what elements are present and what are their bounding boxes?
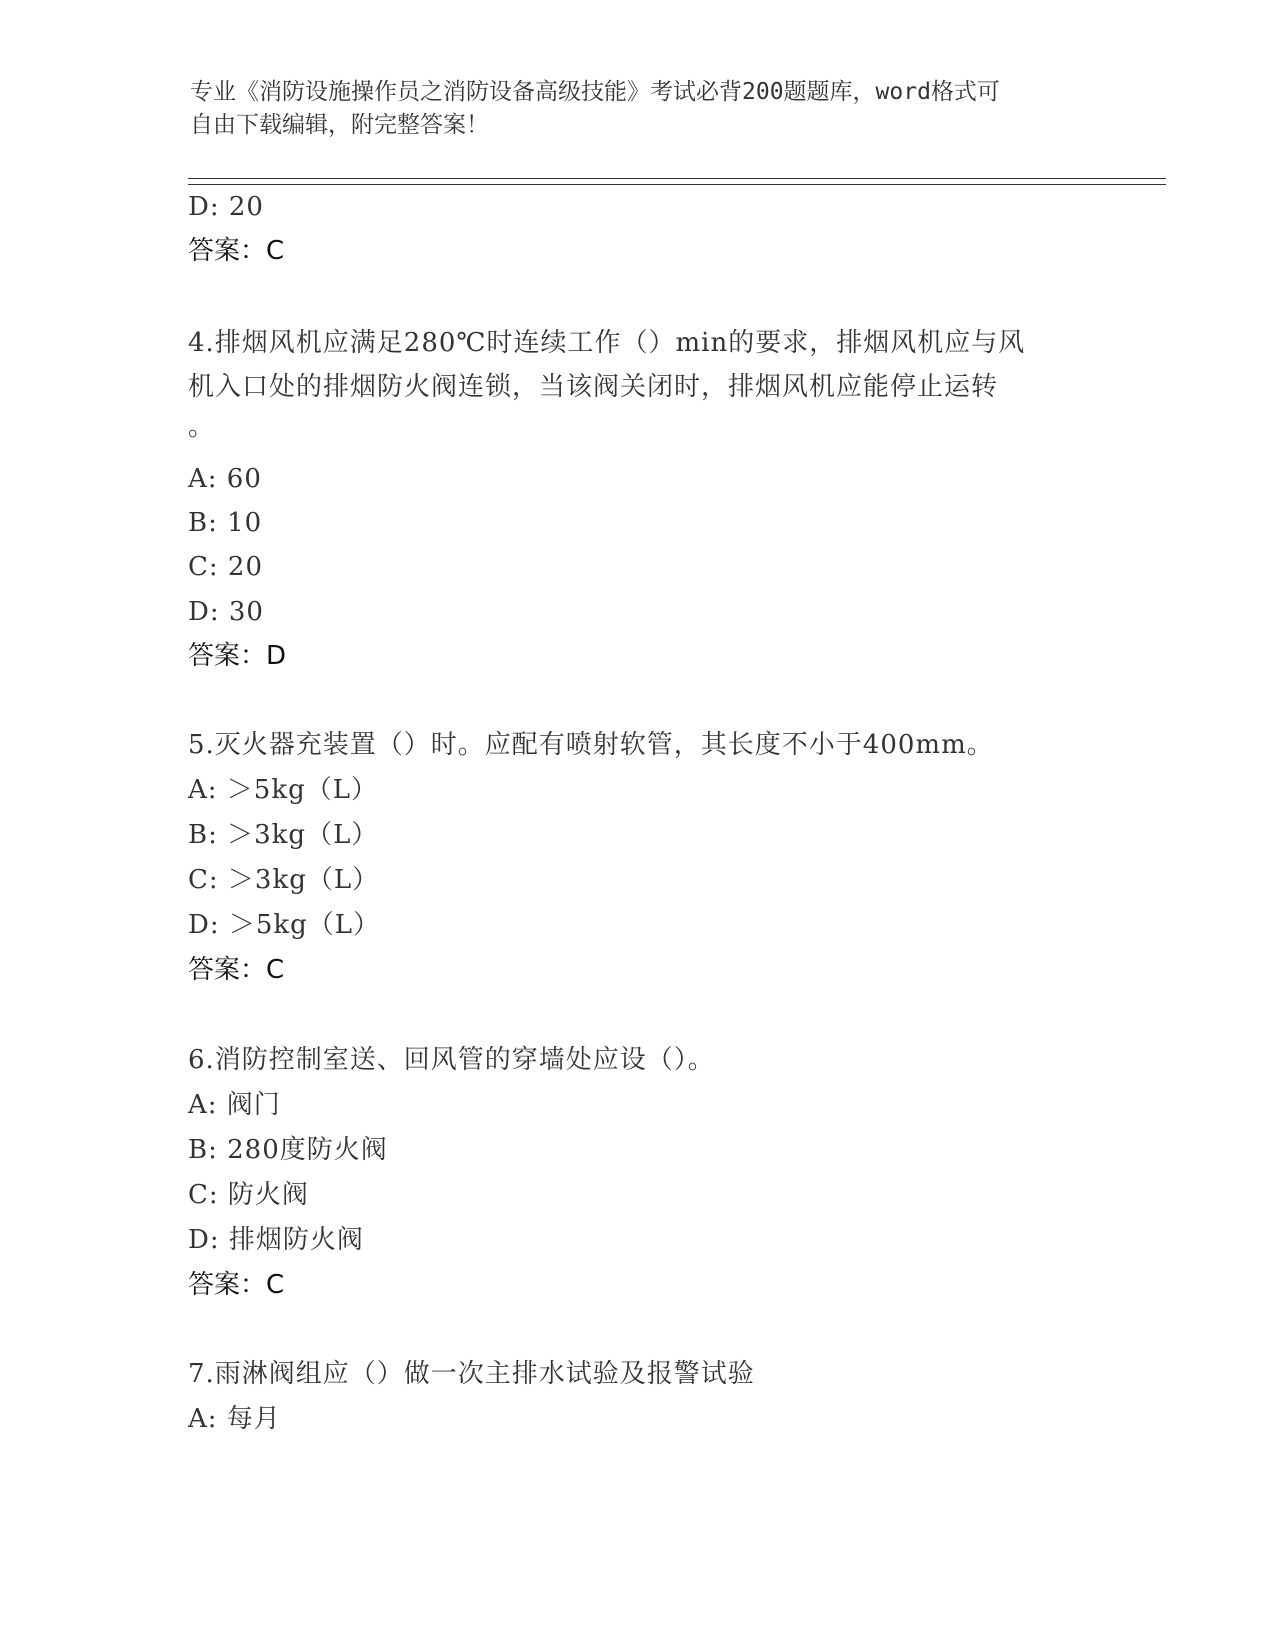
q6-option-c: C: 防火阀 — [188, 1180, 309, 1210]
q4-answer: 答案：D — [188, 641, 287, 671]
q4-stem-line-1: 4.排烟风机应满足280℃时连续工作（）min的要求，排烟风机应与风 — [188, 328, 1026, 358]
q7-option-a: A: 每月 — [188, 1404, 281, 1434]
q4-option-d: D: 30 — [188, 597, 264, 627]
q4-stem-line-3: 。 — [188, 412, 216, 442]
q6-option-b: B: 280度防火阀 — [188, 1135, 388, 1165]
q4-stem-line-2: 机入口处的排烟防火阀连锁，当该阀关闭时，排烟风机应能停止运转 — [188, 372, 999, 402]
q4-option-c: C: 20 — [188, 552, 264, 582]
q6-option-d: D: 排烟防火阀 — [188, 1225, 364, 1255]
prev-option-d: D: 20 — [188, 192, 264, 222]
header-line-2: 自由下载编辑，附完整答案！ — [190, 112, 489, 138]
q5-answer: 答案：C — [188, 955, 285, 985]
q4-option-a: A: 60 — [188, 464, 262, 494]
q6-answer: 答案：C — [188, 1270, 285, 1300]
q5-option-b: B: ＞3kg（L） — [188, 820, 379, 850]
q5-option-d: D: ＞5kg（L） — [188, 910, 381, 940]
header-line-1: 专业《消防设施操作员之消防设备高级技能》考试必背200题题库，word格式可 — [190, 79, 1000, 105]
header-rule-bottom — [188, 184, 1166, 185]
q5-option-c: C: ＞3kg（L） — [188, 865, 380, 895]
page-header — [190, 76, 1090, 142]
prev-answer: 答案：C — [188, 236, 285, 266]
header-rule-top — [188, 178, 1166, 179]
q6-option-a: A: 阀门 — [188, 1090, 281, 1120]
q6-stem: 6.消防控制室送、回风管的穿墙处应设（）。 — [188, 1045, 715, 1075]
q5-stem: 5.灭火器充装置（）时。应配有喷射软管，其长度不小于400mm。 — [188, 730, 994, 760]
q4-option-b: B: 10 — [188, 508, 263, 538]
q5-option-a: A: ＞5kg（L） — [188, 775, 379, 805]
q7-stem: 7.雨淋阀组应（）做一次主排水试验及报警试验 — [188, 1359, 755, 1389]
